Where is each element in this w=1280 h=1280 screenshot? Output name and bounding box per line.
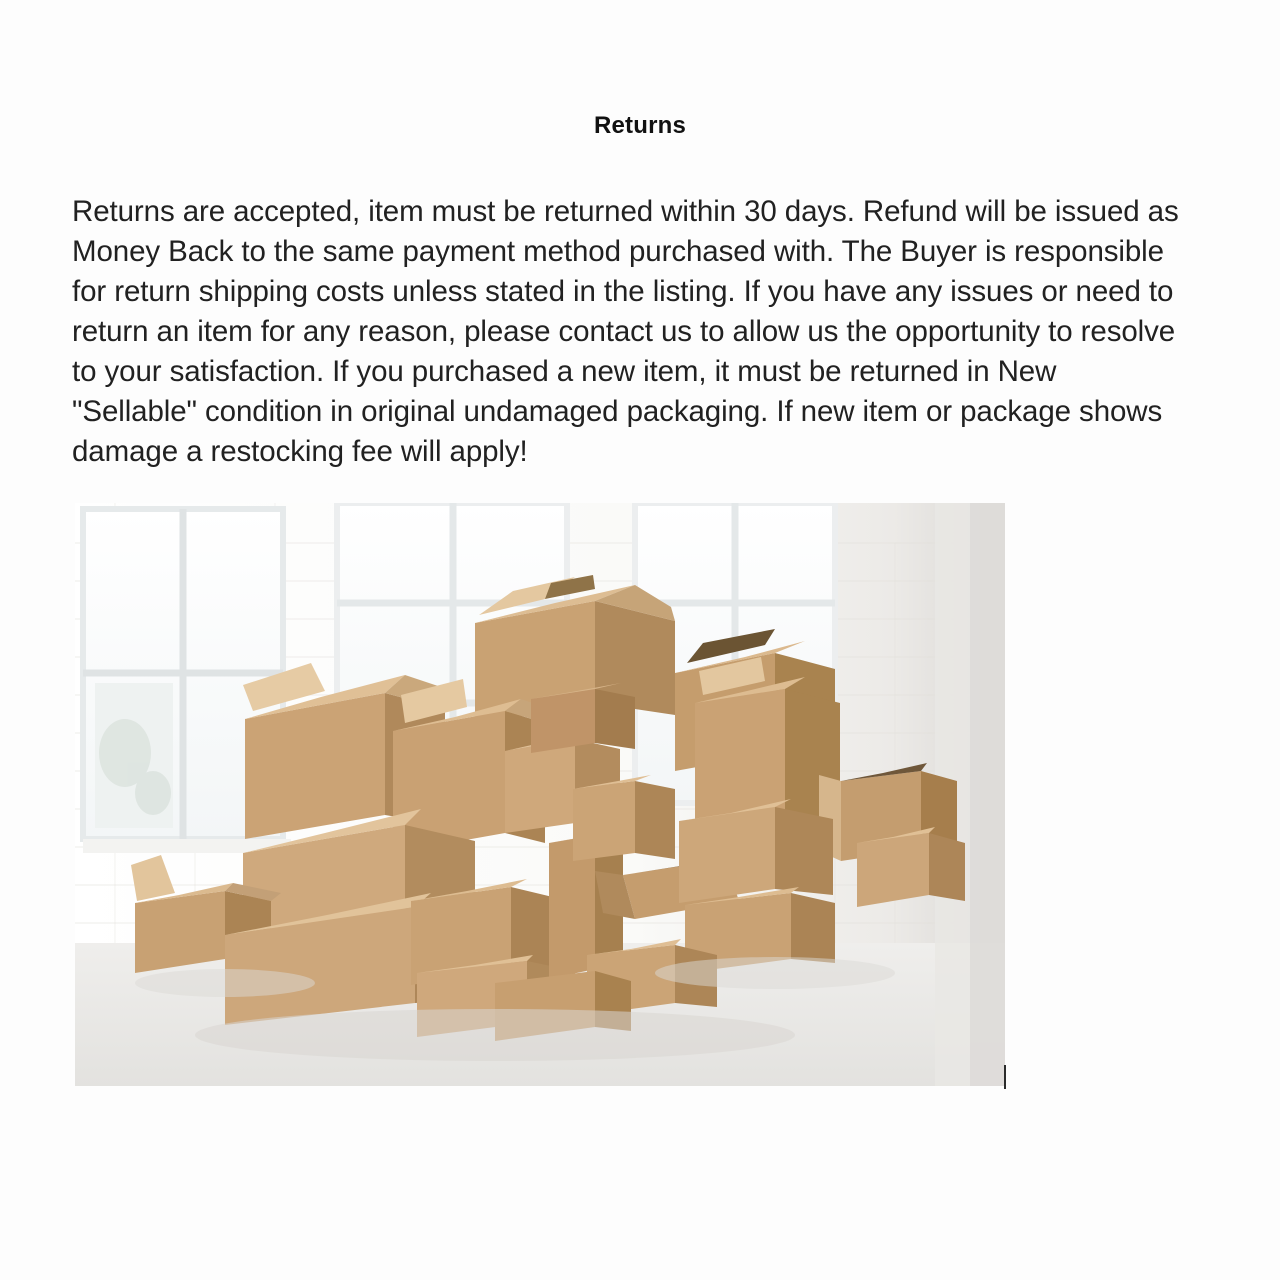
- returns-policy-text: Returns are accepted, item must be returned within 30 days. Refund will be issued as Money Back to the same payment method purchased with. The Buyer is responsible for return shipping costs unless stated in the listing. If you have any issues or need to return an item for any reason, please contact us to allow us the opportunity to resolve to your satisfaction. If you purchased a new item, it must be returned in New "Sellable" condition in original undamaged packaging. If new item or package shows damage a restocking fee will apply!: [72, 195, 1179, 468]
- page-title: Returns: [593, 112, 687, 139]
- cardboard-boxes-photo: [75, 503, 1005, 1086]
- text-cursor: [1004, 1065, 1006, 1089]
- cardboard-boxes-illustration: [75, 503, 1005, 1086]
